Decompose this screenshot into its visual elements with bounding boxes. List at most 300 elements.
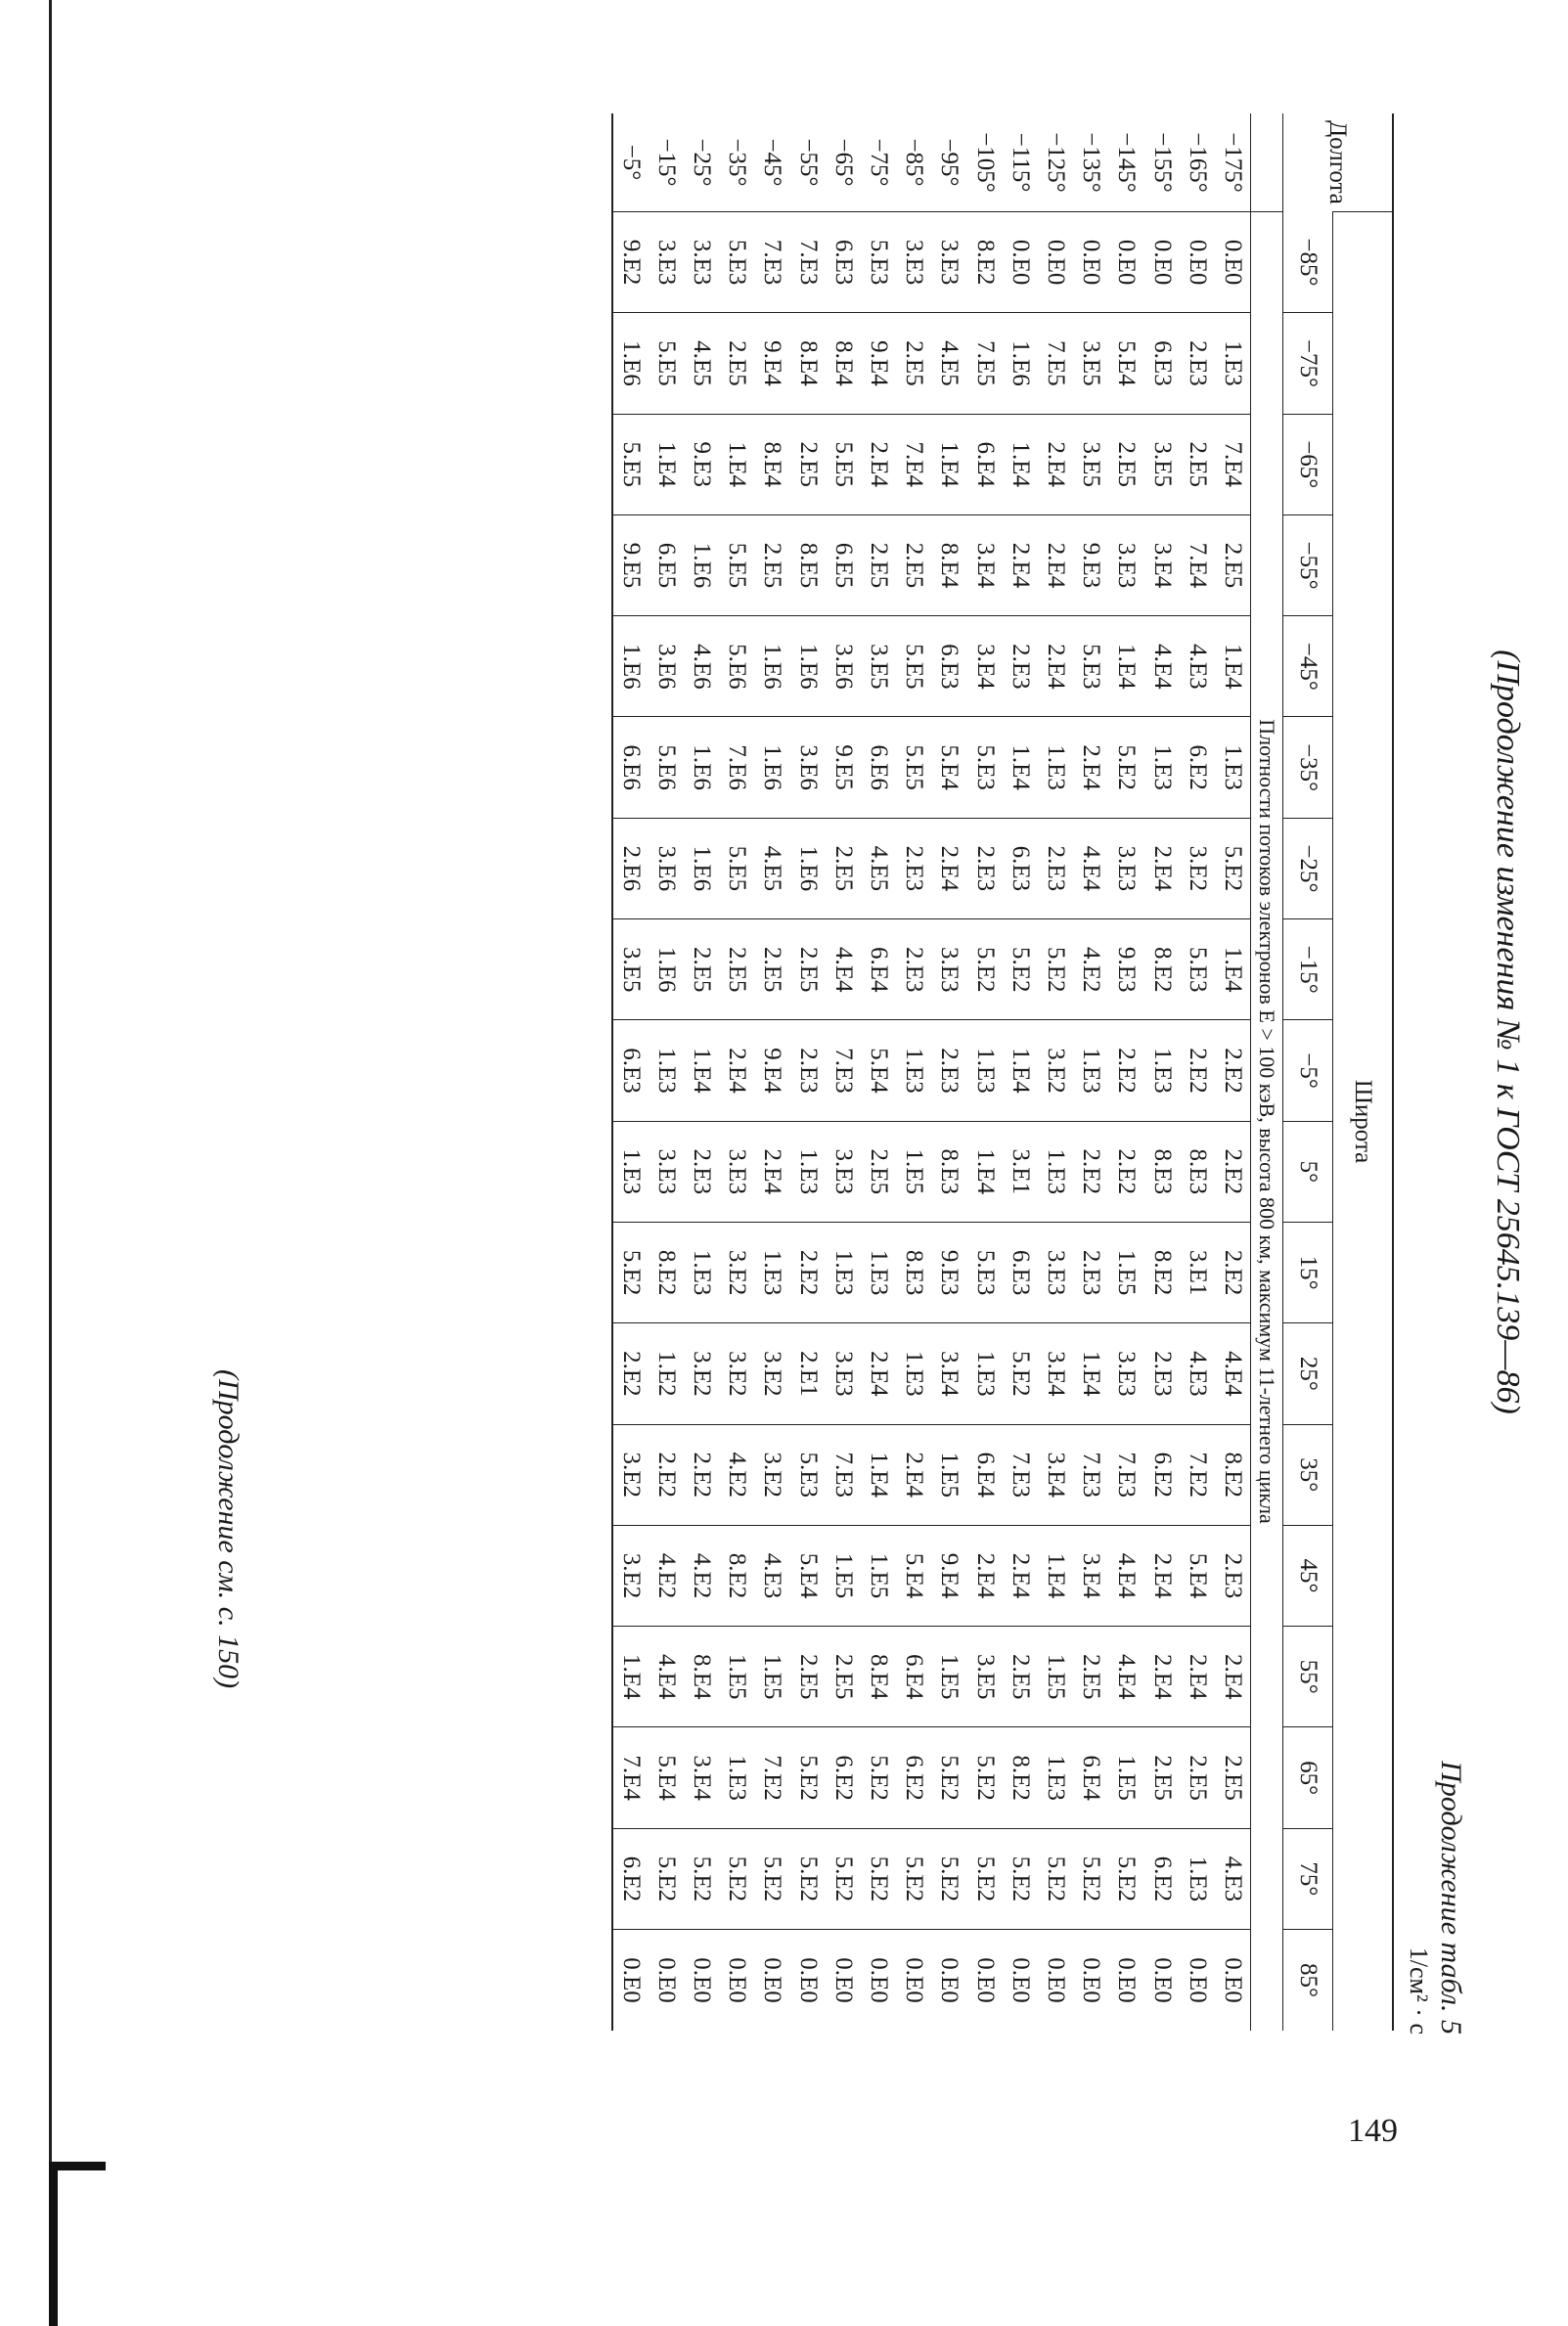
flux-value-cell: 3.E3	[1108, 514, 1143, 615]
flux-value-cell: 1.E5	[719, 1627, 754, 1727]
flux-value-cell: 5.E2	[790, 1727, 826, 1828]
flux-value-cell: 2.E4	[754, 1121, 789, 1222]
flux-value-cell: 4.E5	[754, 818, 789, 918]
flux-value-cell: 1.E6	[754, 717, 789, 818]
flux-value-cell: 7.E3	[754, 212, 789, 313]
flux-value-cell: 5.E2	[790, 1828, 826, 1929]
flux-value-cell: 7.E4	[896, 414, 931, 514]
flux-value-cell: 8.E4	[684, 1627, 719, 1727]
continuation-note: (Продолжение см. с. 150)	[212, 1369, 245, 1689]
table-row	[967, 113, 1003, 2031]
flux-value-cell: 4.E4	[1108, 1627, 1143, 1727]
flux-value-cell: 0.E0	[1003, 212, 1038, 313]
flux-value-cell: 1.E3	[1143, 1020, 1179, 1121]
flux-value-cell: 2.E2	[1215, 1121, 1251, 1222]
latitude-column-header: −15°	[1283, 919, 1333, 1020]
flux-value-cell: 2.E3	[896, 818, 931, 918]
flux-value-cell: 9.E5	[612, 514, 649, 615]
flux-value-cell: 4.E2	[719, 1424, 754, 1525]
flux-value-cell: 4.E5	[684, 313, 719, 414]
flux-value-cell: 1.E4	[1038, 1525, 1073, 1626]
flux-value-cell: 2.E5	[826, 818, 861, 918]
flux-value-cell: 5.E5	[612, 414, 649, 514]
flux-value-cell: 7.E3	[826, 1424, 861, 1525]
flux-value-cell: 1.E6	[754, 616, 789, 717]
flux-value-cell: 6.E3	[931, 616, 966, 717]
flux-value-cell: 6.E6	[612, 717, 649, 818]
table-row	[1215, 113, 1251, 2031]
flux-value-cell: 6.E2	[1143, 1424, 1179, 1525]
flux-value-cell: 6.E4	[896, 1627, 931, 1727]
flux-value-cell: 3.E3	[931, 919, 966, 1020]
flux-value-cell: 3.E5	[1073, 313, 1108, 414]
flux-value-cell: 0.E0	[1108, 212, 1143, 313]
document-title: (Продолжение изменения № 1 к ГОСТ 25645.139—86)	[1490, 649, 1526, 1414]
flux-value-cell: 6.E5	[826, 514, 861, 615]
header-spacer	[1251, 113, 1283, 212]
table-row	[861, 113, 896, 2031]
flux-value-cell: 6.E5	[649, 514, 684, 615]
flux-value-cell: 1.E3	[612, 1121, 649, 1222]
flux-value-cell: 1.E6	[790, 616, 826, 717]
flux-value-cell: 9.E2	[612, 212, 649, 313]
flux-value-cell: 2.E4	[861, 414, 896, 514]
flux-value-cell: 1.E3	[896, 1323, 931, 1424]
longitude-cell: −145°	[1113, 132, 1141, 193]
flux-value-cell: 5.E2	[861, 1828, 896, 1929]
flux-value-cell: 2.E6	[612, 818, 649, 918]
flux-value-cell: 5.E5	[719, 818, 754, 918]
longitude-cell: −155°	[1148, 132, 1176, 193]
flux-value-cell: 5.E3	[790, 1424, 826, 1525]
flux-value-cell: 8.E3	[931, 1121, 966, 1222]
flux-value-cell: 0.E0	[1038, 212, 1073, 313]
flux-value-cell: 4.E3	[1180, 616, 1215, 717]
flux-value-cell: 7.E3	[1003, 1424, 1038, 1525]
longitude-cell: −165°	[1184, 132, 1211, 193]
flux-value-cell: 5.E2	[967, 1727, 1003, 1828]
flux-value-cell: 5.E2	[719, 1828, 754, 1929]
flux-value-cell: 4.E2	[649, 1525, 684, 1626]
table-row	[1038, 113, 1073, 2031]
flux-value-cell: 3.E2	[1038, 1020, 1073, 1121]
longitude-cell: −115°	[1007, 132, 1034, 193]
table-row	[896, 113, 931, 2031]
flux-value-cell: 1.E5	[861, 1525, 896, 1626]
latitude-column-header: 85°	[1283, 1930, 1333, 2031]
flux-value-cell: 1.E5	[1108, 1222, 1143, 1322]
flux-value-cell: 0.E0	[1143, 212, 1179, 313]
table-row	[790, 113, 826, 2031]
flux-value-cell: 2.E2	[790, 1222, 826, 1322]
flux-value-cell: 1.E3	[790, 1121, 826, 1222]
flux-value-cell: 3.E3	[896, 212, 931, 313]
flux-value-cell: 5.E2	[1003, 919, 1038, 1020]
flux-value-cell: 1.E3	[684, 1222, 719, 1322]
flux-value-cell: 1.E2	[649, 1323, 684, 1424]
data-table	[611, 113, 1394, 2031]
flux-value-cell: 5.E2	[649, 1828, 684, 1929]
flux-value-cell: 2.E2	[1073, 1121, 1108, 1222]
flux-value-cell: 7.E4	[612, 1727, 649, 1828]
flux-value-cell: 2.E5	[719, 313, 754, 414]
longitude-cell: −75°	[866, 138, 893, 187]
flux-value-cell: 3.E3	[649, 212, 684, 313]
flux-value-cell: 4.E3	[1180, 1323, 1215, 1424]
flux-value-cell: 1.E4	[684, 1020, 719, 1121]
flux-value-cell: 4.E4	[826, 919, 861, 1020]
flux-value-cell: 1.E6	[790, 818, 826, 918]
flux-value-cell: 3.E4	[931, 1323, 966, 1424]
flux-value-cell: 0.E0	[1143, 1930, 1179, 2031]
flux-value-cell: 8.E2	[1143, 1222, 1179, 1322]
flux-value-cell: 3.E3	[1108, 1323, 1143, 1424]
binding-rule	[49, 0, 52, 2191]
flux-value-cell: 3.E4	[1038, 1323, 1073, 1424]
flux-value-cell: 9.E3	[684, 414, 719, 514]
latitude-column-header: 75°	[1283, 1828, 1333, 1929]
longitude-cell: −65°	[829, 138, 857, 187]
latitude-column-header: −5°	[1283, 1020, 1333, 1121]
flux-value-cell: 2.E2	[1108, 1020, 1143, 1121]
flux-value-cell: 7.E5	[1038, 313, 1073, 414]
flux-value-cell: 5.E2	[967, 1828, 1003, 1929]
flux-value-cell: 3.E3	[649, 1121, 684, 1222]
latitude-header-row	[1283, 113, 1333, 2031]
flux-value-cell: 2.E5	[684, 919, 719, 1020]
table-row	[1108, 113, 1143, 2031]
flux-value-cell: 3.E3	[826, 1121, 861, 1222]
latitude-column-header: −85°	[1283, 212, 1333, 313]
longitude-cell: −15°	[652, 138, 680, 187]
flux-value-cell: 3.E2	[754, 1323, 789, 1424]
flux-value-cell: 6.E2	[896, 1727, 931, 1828]
flux-value-cell: 0.E0	[649, 1930, 684, 2031]
flux-value-cell: 3.E6	[649, 616, 684, 717]
flux-value-cell: 8.E2	[1003, 1727, 1038, 1828]
flux-value-cell: 5.E2	[684, 1828, 719, 1929]
flux-value-cell: 5.E6	[649, 717, 684, 818]
longitude-cell: −125°	[1042, 132, 1069, 193]
flux-value-cell: 2.E4	[1038, 514, 1073, 615]
flux-value-cell: 2.E5	[1108, 414, 1143, 514]
flux-value-cell: 0.E0	[790, 1930, 826, 2031]
flux-value-cell: 5.E2	[1003, 1323, 1038, 1424]
latitude-column-header: −35°	[1283, 717, 1333, 818]
flux-value-cell: 7.E2	[754, 1727, 789, 1828]
flux-value-cell: 7.E4	[1215, 414, 1251, 514]
longitude-cell: −105°	[971, 132, 999, 193]
flux-value-cell: 7.E3	[826, 1020, 861, 1121]
flux-value-cell: 2.E4	[1073, 717, 1108, 818]
flux-value-cell: 3.E6	[826, 616, 861, 717]
flux-value-cell: 2.E5	[754, 514, 789, 615]
flux-value-cell: 1.E3	[967, 1020, 1003, 1121]
flux-value-cell: 3.E3	[719, 1121, 754, 1222]
flux-value-cell: 0.E0	[1180, 212, 1215, 313]
flux-value-cell: 4.E2	[684, 1525, 719, 1626]
flux-value-cell: 5.E4	[931, 717, 966, 818]
flux-value-cell: 1.E5	[931, 1424, 966, 1525]
flux-value-cell: 4.E2	[1073, 919, 1108, 1020]
flux-value-cell: 2.E3	[967, 818, 1003, 918]
flux-value-cell: 2.E5	[826, 1627, 861, 1727]
flux-value-cell: 2.E3	[1073, 1222, 1108, 1322]
table-body	[612, 113, 1251, 2031]
flux-value-cell: 2.E5	[1003, 1627, 1038, 1727]
flux-value-cell: 4.E4	[649, 1627, 684, 1727]
flux-value-cell: 2.E4	[1003, 1525, 1038, 1626]
flux-value-cell: 3.E3	[684, 212, 719, 313]
flux-value-cell: 2.E5	[896, 514, 931, 615]
latitude-column-header: 45°	[1283, 1525, 1333, 1626]
latitude-column-header: −25°	[1283, 818, 1333, 918]
flux-value-cell: 6.E3	[1143, 313, 1179, 414]
flux-value-cell: 3.E1	[1180, 1222, 1215, 1322]
flux-value-cell: 3.E5	[967, 1627, 1003, 1727]
flux-value-cell: 9.E4	[931, 1525, 966, 1626]
flux-value-cell: 0.E0	[826, 1930, 861, 2031]
flux-value-cell: 2.E5	[861, 514, 896, 615]
flux-value-cell: 2.E5	[790, 414, 826, 514]
table-row	[1180, 113, 1215, 2031]
flux-value-cell: 1.E3	[1038, 1121, 1073, 1222]
flux-value-cell: 5.E2	[1108, 1828, 1143, 1929]
latitude-column-header: 55°	[1283, 1627, 1333, 1727]
flux-value-cell: 1.E4	[1215, 616, 1251, 717]
table-row	[719, 113, 754, 2031]
flux-value-cell: 2.E5	[719, 919, 754, 1020]
flux-value-cell: 5.E2	[1108, 717, 1143, 818]
flux-value-cell: 0.E0	[931, 1930, 966, 2031]
flux-value-cell: 1.E3	[1073, 1020, 1108, 1121]
flux-value-cell: 3.E4	[967, 616, 1003, 717]
flux-value-cell: 0.E0	[1180, 1930, 1215, 2031]
longitude-cell: −95°	[936, 138, 963, 187]
latitude-column-header: 35°	[1283, 1424, 1333, 1525]
flux-value-cell: 6.E4	[861, 919, 896, 1020]
flux-value-cell: 4.E4	[1073, 818, 1108, 918]
flux-value-cell: 0.E0	[612, 1930, 649, 2031]
flux-value-cell: 5.E4	[649, 1727, 684, 1828]
flux-value-cell: 5.E4	[1108, 313, 1143, 414]
flux-value-cell: 5.E5	[826, 414, 861, 514]
flux-value-cell: 1.E5	[896, 1121, 931, 1222]
flux-value-cell: 3.E2	[612, 1525, 649, 1626]
flux-value-cell: 3.E2	[612, 1424, 649, 1525]
flux-value-cell: 3.E2	[684, 1323, 719, 1424]
flux-value-cell: 8.E2	[649, 1222, 684, 1322]
flux-value-cell: 5.E4	[861, 1020, 896, 1121]
flux-value-cell: 1.E4	[1003, 414, 1038, 514]
flux-value-cell: 2.E5	[1180, 1727, 1215, 1828]
flux-value-cell: 8.E3	[1180, 1121, 1215, 1222]
table-row	[649, 113, 684, 2031]
flux-value-cell: 5.E2	[1215, 818, 1251, 918]
flux-value-cell: 1.E5	[826, 1525, 861, 1626]
flux-value-cell: 2.E5	[1215, 1727, 1251, 1828]
flux-value-cell: 9.E4	[754, 1020, 789, 1121]
flux-value-cell: 5.E4	[790, 1525, 826, 1626]
flux-value-cell: 1.E6	[684, 818, 719, 918]
flux-value-cell: 1.E6	[1003, 313, 1038, 414]
flux-value-cell: 2.E2	[1215, 1020, 1251, 1121]
flux-value-cell: 3.E6	[649, 818, 684, 918]
flux-value-cell: 5.E5	[649, 313, 684, 414]
flux-value-cell: 4.E4	[1108, 1525, 1143, 1626]
flux-value-cell: 8.E3	[1143, 1121, 1179, 1222]
flux-value-cell: 1.E4	[1073, 1323, 1108, 1424]
flux-value-cell: 3.E2	[719, 1323, 754, 1424]
flux-value-cell: 3.E3	[1038, 1222, 1073, 1322]
flux-value-cell: 4.E6	[684, 616, 719, 717]
flux-value-cell: 4.E4	[1143, 616, 1179, 717]
flux-value-cell: 2.E5	[1143, 1727, 1179, 1828]
flux-value-cell: 2.E5	[790, 1627, 826, 1727]
latitude-column-header: −45°	[1283, 616, 1333, 717]
flux-value-cell: 1.E4	[649, 414, 684, 514]
flux-value-cell: 2.E4	[1180, 1627, 1215, 1727]
flux-value-cell: 5.E6	[719, 616, 754, 717]
table-row	[931, 113, 966, 2031]
flux-value-cell: 4.E3	[1215, 1828, 1251, 1929]
table-row	[1073, 113, 1108, 2031]
flux-value-cell: 2.E3	[1003, 616, 1038, 717]
latitude-column-header: −65°	[1283, 414, 1333, 514]
table-row	[826, 113, 861, 2031]
flux-value-cell: 1.E3	[1038, 717, 1073, 818]
flux-value-cell: 1.E5	[754, 1627, 789, 1727]
flux-value-cell: 1.E6	[612, 313, 649, 414]
longitude-cell: −45°	[759, 138, 786, 187]
longitude-cell: −85°	[901, 138, 928, 187]
flux-value-cell: 7.E5	[967, 313, 1003, 414]
longitude-cell: −35°	[724, 138, 751, 187]
flux-value-cell: 2.E4	[1215, 1627, 1251, 1727]
flux-value-cell: 8.E2	[967, 212, 1003, 313]
flux-value-cell: 1.E5	[931, 1627, 966, 1727]
flux-value-cell: 2.E2	[1180, 1020, 1215, 1121]
flux-value-cell: 6.E4	[967, 1424, 1003, 1525]
flux-value-cell: 2.E4	[1143, 818, 1179, 918]
flux-value-cell: 2.E3	[1180, 313, 1215, 414]
units-label: 1/см² · с	[1405, 1946, 1433, 2035]
flux-value-cell: 1.E3	[1215, 717, 1251, 818]
flux-value-cell: 9.E5	[826, 717, 861, 818]
flux-value-cell: 5.E2	[1073, 1828, 1108, 1929]
flux-value-cell: 6.E4	[1073, 1727, 1108, 1828]
flux-value-cell: 5.E2	[931, 1828, 966, 1929]
flux-value-cell: 0.E0	[1073, 1930, 1108, 2031]
rotated-page-content	[157, 0, 1546, 2054]
flux-value-cell: 4.E4	[1215, 1323, 1251, 1424]
flux-value-cell: 0.E0	[1073, 212, 1108, 313]
flux-value-cell: 1.E3	[1143, 717, 1179, 818]
flux-value-cell: 3.E3	[1108, 818, 1143, 918]
longitude-cell: −135°	[1078, 132, 1105, 193]
flux-value-cell: 2.E4	[1143, 1525, 1179, 1626]
flux-value-cell: 0.E0	[1038, 1930, 1073, 2031]
flux-value-cell: 1.E4	[612, 1627, 649, 1727]
flux-value-cell: 2.E3	[1143, 1323, 1179, 1424]
flux-value-cell: 1.E3	[861, 1222, 896, 1322]
flux-value-cell: 1.E3	[1215, 313, 1251, 414]
flux-value-cell: 2.E4	[1038, 616, 1073, 717]
flux-value-cell: 2.E3	[684, 1121, 719, 1222]
flux-value-cell: 2.E2	[612, 1323, 649, 1424]
flux-value-cell: 5.E2	[1038, 919, 1073, 1020]
flux-value-cell: 9.E4	[861, 313, 896, 414]
flux-value-cell: 1.E5	[1038, 1627, 1073, 1727]
flux-value-cell: 0.E0	[1003, 1930, 1038, 2031]
flux-value-cell: 1.E3	[967, 1323, 1003, 1424]
flux-value-cell: 5.E3	[967, 717, 1003, 818]
flux-value-cell: 3.E5	[1073, 414, 1108, 514]
flux-value-cell: 2.E1	[790, 1323, 826, 1424]
flux-value-cell: 2.E4	[1038, 414, 1073, 514]
flux-value-cell: 6.E2	[612, 1828, 649, 1929]
flux-value-cell: 3.E5	[612, 919, 649, 1020]
flux-value-cell: 3.E3	[931, 212, 966, 313]
flux-value-cell: 1.E4	[1215, 919, 1251, 1020]
flux-value-cell: 2.E5	[861, 1121, 896, 1222]
flux-value-cell: 2.E4	[896, 1424, 931, 1525]
table-label: Продолжение табл. 5	[1435, 1761, 1467, 2035]
flux-value-cell: 8.E4	[826, 313, 861, 414]
latitude-column-header: 65°	[1283, 1727, 1333, 1828]
flux-value-cell: 6.E2	[1143, 1828, 1179, 1929]
flux-value-cell: 2.E4	[931, 818, 966, 918]
flux-value-cell: 2.E3	[1215, 1525, 1251, 1626]
table-row	[1003, 113, 1038, 2031]
flux-value-cell: 5.E3	[861, 212, 896, 313]
flux-value-cell: 5.E2	[861, 1727, 896, 1828]
flux-value-cell: 2.E3	[1038, 818, 1073, 918]
flux-value-cell: 1.E4	[1003, 1020, 1038, 1121]
flux-value-cell: 2.E4	[1003, 514, 1038, 615]
flux-value-cell: 7.E3	[1073, 1424, 1108, 1525]
flux-value-cell: 3.E3	[826, 1323, 861, 1424]
flux-value-cell: 1.E4	[1003, 717, 1038, 818]
flux-value-cell: 4.E5	[931, 313, 966, 414]
longitude-cell: −175°	[1219, 132, 1246, 193]
crop-mark	[49, 2162, 106, 2170]
flux-value-cell: 5.E2	[896, 1828, 931, 1929]
flux-value-cell: 5.E2	[754, 1828, 789, 1929]
latitude-column-header: 5°	[1283, 1121, 1333, 1222]
flux-value-cell: 9.E3	[931, 1222, 966, 1322]
flux-value-cell: 5.E4	[896, 1525, 931, 1626]
flux-value-cell: 2.E4	[861, 1323, 896, 1424]
flux-value-cell: 1.E6	[649, 919, 684, 1020]
flux-value-cell: 6.E3	[1003, 818, 1038, 918]
longitude-cell: −5°	[612, 113, 649, 212]
flux-value-cell: 3.E1	[1003, 1121, 1038, 1222]
flux-value-cell: 1.E4	[861, 1424, 896, 1525]
flux-value-cell: 5.E3	[1073, 616, 1108, 717]
flux-value-cell: 5.E3	[1180, 919, 1215, 1020]
flux-value-cell: 1.E3	[1180, 1828, 1215, 1929]
flux-value-cell: 2.E5	[754, 919, 789, 1020]
flux-value-cell: 3.E6	[790, 717, 826, 818]
flux-value-cell: 5.E2	[612, 1222, 649, 1322]
flux-value-cell: 2.E3	[790, 1020, 826, 1121]
flux-value-cell: 2.E2	[1108, 1121, 1143, 1222]
flux-value-cell: 3.E5	[1143, 414, 1179, 514]
flux-value-cell: 0.E0	[684, 1930, 719, 2031]
flux-value-cell: 2.E5	[1180, 414, 1215, 514]
flux-value-cell: 0.E0	[967, 1930, 1003, 2031]
